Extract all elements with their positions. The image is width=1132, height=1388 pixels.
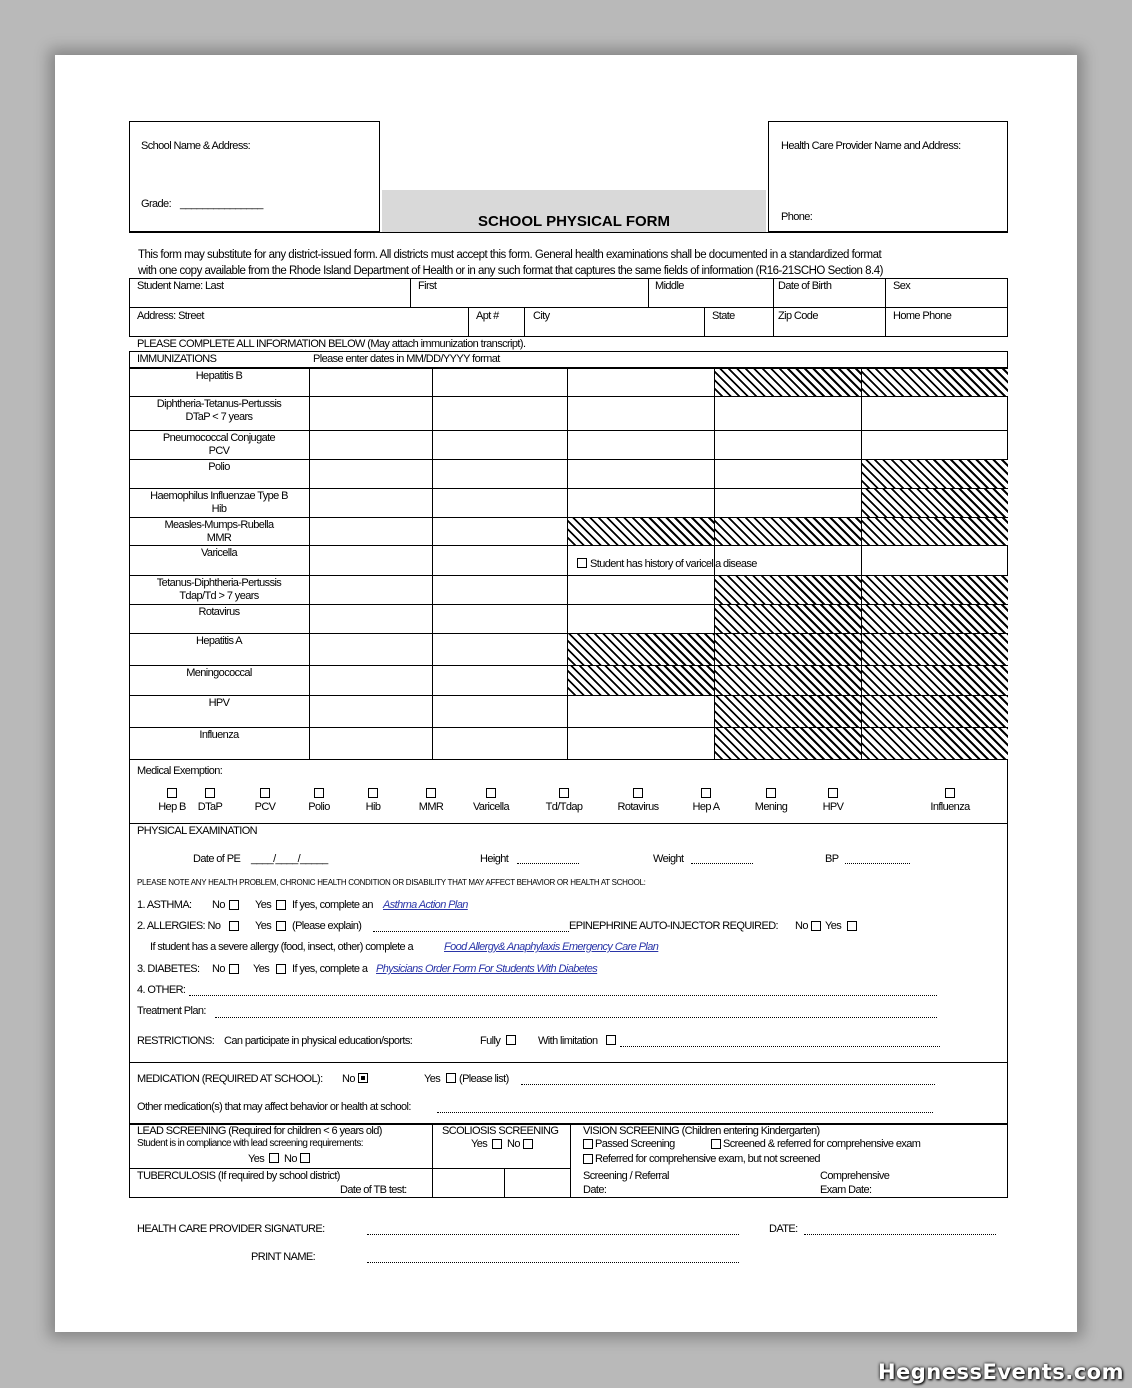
exemption-label-item: PCV <box>254 801 276 813</box>
col-divider <box>773 278 774 337</box>
vaccine-name: Polio <box>208 461 230 473</box>
grid-row-line <box>129 727 1008 728</box>
exemption-label-item: Polio <box>308 801 330 813</box>
grid-row-line <box>129 488 1008 489</box>
exemption-label: Medical Exemption: <box>137 765 223 777</box>
date-cell[interactable] <box>862 489 1008 517</box>
date-cell[interactable] <box>310 666 432 695</box>
intro-line-2: with one copy available from the Rhode Island Department of Health or in any such format that captures the same fields of information (R16-21SCHO Section 8.4) <box>138 265 883 277</box>
bp-label: BP <box>825 853 839 865</box>
exemption-checkbox-varicella[interactable] <box>486 788 496 798</box>
student-dob: Date of Birth <box>778 280 832 292</box>
tb-date-label: Date of TB test: <box>340 1184 407 1196</box>
school-label: School Name & Address: <box>141 140 251 152</box>
intro-line-1: This form may substitute for any district-issued form. All districts must accept this form. General health examinations shall be documented in a standardized format <box>138 249 882 261</box>
student-middle: Middle <box>655 280 684 292</box>
date-cell[interactable] <box>310 489 432 517</box>
provider-label: Health Care Provider Name and Address: <box>781 140 961 152</box>
referred-not-screened-checkbox[interactable] <box>583 1154 593 1164</box>
medication-yes-checkbox[interactable] <box>446 1073 456 1083</box>
allergies-no-checkbox[interactable] <box>229 921 239 931</box>
address-zip: Zip Code <box>778 310 818 322</box>
exemption-checkbox-td-tdap[interactable] <box>559 788 569 798</box>
grade-blank: _______________ <box>180 198 263 210</box>
asthma-label: 1. ASTHMA: <box>137 899 192 911</box>
food-allergy-plan-link[interactable]: Food Allergy& Anaphylaxis Emergency Care Plan <box>444 941 659 953</box>
health-note: PLEASE NOTE ANY HEALTH PROBLEM, CHRONIC HEALTH CONDITION OR DISABILITY THAT MAY AFFECT BEHAVIOR OR HEALTH AT SCHOOL: <box>137 878 646 887</box>
grid-row-line <box>129 368 1008 369</box>
phone-label: Phone: <box>781 211 813 223</box>
exemption-label-item: Influenza <box>930 801 970 813</box>
lead-yes-checkbox[interactable] <box>269 1153 279 1163</box>
vaccine-subname: MMR <box>206 532 232 544</box>
screened-referred-checkbox[interactable] <box>711 1139 721 1149</box>
vaccine-name: Varicella <box>201 547 237 559</box>
date-cell[interactable] <box>862 431 1008 459</box>
vision-title: VISION SCREENING (Children entering Kindergarten) <box>583 1125 820 1137</box>
vaccine-name: HPV <box>208 697 230 709</box>
date-cell[interactable] <box>433 605 567 633</box>
date-cell[interactable] <box>715 431 861 459</box>
diabetes-yes-label: Yes <box>253 963 270 975</box>
grade-label: Grade: <box>141 198 172 210</box>
print-name-label: PRINT NAME: <box>251 1251 316 1263</box>
diabetes-label: 3. DIABETES: <box>137 963 200 975</box>
exemption-checkbox-hib[interactable] <box>368 788 378 798</box>
date-cell[interactable] <box>310 518 432 545</box>
hatched-cell <box>862 666 1008 695</box>
hatched-cell <box>715 666 861 695</box>
date-cell[interactable] <box>310 728 432 759</box>
grid-row-line <box>129 633 1008 634</box>
school-box <box>129 121 380 232</box>
form-title: SCHOOL PHYSICAL FORM <box>478 213 670 230</box>
fully-label: Fully <box>480 1035 501 1047</box>
allergies-explain-field[interactable] <box>373 931 569 932</box>
date-cell[interactable] <box>568 666 714 695</box>
date-format-note: Please enter dates in MM/DD/YYYY format <box>313 353 500 365</box>
screened-referred-label: Screened & referred for comprehensive exam <box>723 1138 921 1150</box>
scoliosis-no-label: No <box>507 1138 520 1150</box>
medication-no-label: No <box>342 1073 355 1085</box>
date-cell[interactable] <box>433 728 567 759</box>
tb-title: TUBERCULOSIS (If required by school district) <box>137 1170 340 1182</box>
col-divider <box>432 1123 433 1198</box>
weight-field[interactable] <box>691 863 753 864</box>
col-divider <box>524 307 525 337</box>
hatched-cell <box>862 518 1008 545</box>
address-city: City <box>533 310 550 322</box>
epinephrine-no-checkbox[interactable] <box>811 921 821 931</box>
col-divider <box>504 1168 505 1198</box>
date-cell[interactable] <box>715 460 861 488</box>
grid-col-line <box>432 368 433 759</box>
pe-date-blank: ____/____/_____ <box>251 853 328 865</box>
student-name-last: Student Name: Last <box>137 280 224 292</box>
date-cell[interactable] <box>433 431 567 459</box>
date-cell[interactable] <box>862 546 1008 575</box>
lead-yes-label: Yes <box>248 1153 265 1165</box>
date-cell[interactable] <box>433 634 567 665</box>
date-cell[interactable] <box>568 696 714 727</box>
exemption-label-item: Mening <box>754 801 788 813</box>
row-divider <box>129 307 1008 308</box>
asthma-yes-label: Yes <box>255 899 272 911</box>
exemption-checkbox-influenza[interactable] <box>945 788 955 798</box>
hatched-cell <box>862 576 1008 604</box>
vaccine-name: Hepatitis A <box>196 635 242 647</box>
vaccine-name: Haemophilus Influenzae Type B <box>150 490 288 502</box>
exemption-checkbox-pcv[interactable] <box>260 788 270 798</box>
other-label: 4. OTHER: <box>137 984 186 996</box>
grid-row-line <box>129 396 1008 397</box>
col-divider <box>468 307 469 337</box>
immunizations-header: IMMUNIZATIONS <box>137 353 217 365</box>
diabetes-text: If yes, complete a <box>292 963 368 975</box>
epinephrine-yes-checkbox[interactable] <box>847 921 857 931</box>
grid-row-line <box>129 517 1008 518</box>
date-cell[interactable] <box>568 576 714 604</box>
date-cell[interactable] <box>568 489 714 517</box>
date-field[interactable] <box>804 1234 996 1235</box>
date-cell[interactable] <box>862 397 1008 430</box>
grid-row-line <box>129 695 1008 696</box>
date-cell[interactable] <box>862 460 1008 488</box>
bp-field[interactable] <box>845 863 910 864</box>
with-limitation-label: With limitation <box>538 1035 598 1047</box>
date-cell[interactable] <box>568 397 714 430</box>
grid-col-line <box>567 368 568 759</box>
grid-col-line <box>309 368 310 759</box>
diabetes-yes-checkbox[interactable] <box>276 964 286 974</box>
asthma-no-checkbox[interactable] <box>229 900 239 910</box>
exemption-rule <box>129 823 1008 824</box>
date-cell[interactable] <box>568 728 714 759</box>
hatched-cell <box>862 728 1008 759</box>
hatched-cell <box>862 634 1008 665</box>
treatment-label: Treatment Plan: <box>137 1005 206 1017</box>
diabetes-no-label: No <box>212 963 225 975</box>
exemption-label-item: MMR <box>418 801 444 813</box>
medication-yes-label: Yes <box>424 1073 441 1085</box>
comprehensive-label: Comprehensive <box>820 1170 890 1182</box>
exemption-label-item: Varicella <box>473 801 509 813</box>
restrictions-text: Can participate in physical education/sports: <box>224 1035 413 1047</box>
pe-date-label: Date of PE <box>193 853 241 865</box>
date-cell[interactable] <box>310 431 432 459</box>
grid-row-line <box>129 430 1008 431</box>
vaccine-name: Influenza <box>199 729 239 741</box>
exemption-checkbox-rotavirus[interactable] <box>633 788 643 798</box>
date-cell[interactable] <box>715 489 861 517</box>
col-divider <box>704 307 705 337</box>
varicella-history-label: Student has history of varicella disease <box>590 558 757 570</box>
date-cell[interactable] <box>433 460 567 488</box>
hatched-cell <box>862 696 1008 727</box>
date-cell[interactable] <box>715 397 861 430</box>
exemption-label-item: Hep A <box>692 801 720 813</box>
date-cell[interactable] <box>568 431 714 459</box>
scoliosis-title: SCOLIOSIS SCREENING <box>442 1125 559 1137</box>
hatched-cell <box>862 605 1008 633</box>
please-complete: PLEASE COMPLETE ALL INFORMATION BELOW (May attach immunization transcript). <box>137 338 526 350</box>
date-cell[interactable] <box>433 576 567 604</box>
vaccine-subname: Tdap/Td > 7 years <box>179 590 259 602</box>
exemption-checkbox-dtap[interactable] <box>205 788 215 798</box>
other-medication-field[interactable] <box>437 1112 933 1113</box>
home-phone: Home Phone <box>893 310 952 322</box>
date-cell[interactable] <box>310 605 432 633</box>
lead-no-label: No <box>284 1153 297 1165</box>
date-cell[interactable] <box>310 576 432 604</box>
student-first: First <box>418 280 437 292</box>
exemption-label-item: Hep B <box>158 801 186 813</box>
header-rule <box>129 232 1008 233</box>
date-cell[interactable] <box>310 369 432 396</box>
vaccine-name: Tetanus-Diphtheria-Pertussis <box>156 577 282 589</box>
limitation-field[interactable] <box>620 1046 940 1047</box>
fully-checkbox[interactable] <box>506 1035 516 1045</box>
epinephrine-label: EPINEPHRINE AUTO-INJECTOR REQUIRED: <box>569 920 779 932</box>
grid-col-line <box>861 368 862 759</box>
hatched-cell <box>715 518 861 545</box>
hatched-cell <box>862 369 1008 396</box>
medication-top-rule <box>129 1062 1008 1063</box>
date-cell[interactable] <box>715 696 861 727</box>
date-cell[interactable] <box>715 576 861 604</box>
weight-label: Weight <box>653 853 684 865</box>
date-cell[interactable] <box>310 634 432 665</box>
grid-row-line <box>129 665 1008 666</box>
medication-list-field[interactable] <box>521 1084 935 1085</box>
grid-row-line <box>129 545 1008 546</box>
col-divider <box>570 1123 571 1198</box>
vaccine-subname: Hib <box>211 503 227 515</box>
asthma-action-plan-link[interactable]: Asthma Action Plan <box>383 899 468 911</box>
varicella-history-checkbox[interactable] <box>577 558 587 568</box>
pe-header: PHYSICAL EXAMINATION <box>137 825 258 837</box>
passed-screening-label: Passed Screening <box>595 1138 675 1150</box>
date-cell[interactable] <box>433 489 567 517</box>
epinephrine-no-label: No <box>795 920 808 932</box>
asthma-yes-checkbox[interactable] <box>276 900 286 910</box>
date-cell[interactable] <box>433 369 567 396</box>
date-cell[interactable] <box>568 460 714 488</box>
date-cell[interactable] <box>568 634 714 665</box>
exemption-checkbox-mening[interactable] <box>766 788 776 798</box>
allergies-yes-label: Yes <box>255 920 272 932</box>
date-cell[interactable] <box>433 696 567 727</box>
date-cell[interactable] <box>715 369 861 396</box>
allergies-yes-checkbox[interactable] <box>276 921 286 931</box>
date-cell[interactable] <box>715 605 861 633</box>
watermark: HegnessEvents.com <box>877 1360 1124 1384</box>
exemption-label-item: Td/Tdap <box>545 801 583 813</box>
vaccine-name: Measles-Mumps-Rubella <box>164 519 274 531</box>
date-cell[interactable] <box>568 605 714 633</box>
vaccine-name: Diphtheria-Tetanus-Pertussis <box>156 398 282 410</box>
date-cell[interactable] <box>433 518 567 545</box>
date-cell[interactable] <box>568 518 714 545</box>
scoliosis-yes-label: Yes <box>471 1138 488 1150</box>
asthma-text: If yes, complete an <box>292 899 373 911</box>
vaccine-subname: PCV <box>208 445 230 457</box>
asthma-no-label: No <box>212 899 225 911</box>
address-apt: Apt # <box>476 310 499 322</box>
lead-no-checkbox[interactable] <box>300 1153 310 1163</box>
exemption-checkbox-hpv[interactable] <box>828 788 838 798</box>
address-state: State <box>712 310 735 322</box>
date-cell[interactable] <box>433 666 567 695</box>
other-field[interactable] <box>189 995 937 996</box>
screening-referral-label: Screening / Referral <box>583 1170 669 1182</box>
height-label: Height <box>480 853 509 865</box>
severe-allergy-text: If student has a severe allergy (food, insect, other) complete a <box>150 941 414 953</box>
exemption-checkbox-mmr[interactable] <box>426 788 436 798</box>
treatment-field[interactable] <box>215 1017 937 1018</box>
grid-row-line <box>129 459 1008 460</box>
grid-row-line <box>129 604 1008 605</box>
date-cell[interactable] <box>310 397 432 430</box>
vaccine-name: Hepatitis B <box>195 370 243 382</box>
height-field[interactable] <box>517 863 579 864</box>
medication-no-check-mark <box>361 1076 365 1080</box>
address-street: Address: Street <box>137 310 204 322</box>
col-divider <box>885 278 886 337</box>
date-cell[interactable] <box>310 460 432 488</box>
grid-row-line <box>129 759 1008 760</box>
exemption-checkbox-hep-a[interactable] <box>701 788 711 798</box>
exemption-label-item: DTaP <box>197 801 223 813</box>
col-divider <box>648 278 649 307</box>
referred-not-screened-label: Referred for comprehensive exam, but not screened <box>595 1153 820 1165</box>
date-cell[interactable] <box>433 397 567 430</box>
date-cell[interactable] <box>433 546 567 575</box>
print-name-field[interactable] <box>367 1262 739 1263</box>
form-page <box>55 55 1077 1332</box>
scoliosis-no-checkbox[interactable] <box>523 1139 533 1149</box>
lead-text: Student is in compliance with lead screening requirements: <box>137 1138 363 1149</box>
date-cell[interactable] <box>568 369 714 396</box>
exam-date-label: Exam Date: <box>820 1184 872 1196</box>
exemption-checkbox-hep-b[interactable] <box>167 788 177 798</box>
passed-screening-checkbox[interactable] <box>583 1139 593 1149</box>
vaccine-name: Pneumococcal Conjugate <box>162 432 276 444</box>
epinephrine-yes-label: Yes <box>825 920 842 932</box>
diabetes-order-form-link[interactable]: Physicians Order Form For Students With Diabetes <box>376 963 598 975</box>
signature-field[interactable] <box>367 1234 739 1235</box>
col-divider <box>410 278 411 307</box>
please-explain: (Please explain) <box>292 920 362 932</box>
student-sex: Sex <box>893 280 911 292</box>
please-list: (Please list) <box>459 1073 509 1085</box>
date-cell[interactable] <box>715 728 861 759</box>
exemption-label-item: Rotavirus <box>617 801 659 813</box>
date-cell[interactable] <box>310 696 432 727</box>
with-limitation-checkbox[interactable] <box>606 1035 616 1045</box>
date-label: DATE: <box>769 1223 798 1235</box>
signature-label: HEALTH CARE PROVIDER SIGNATURE: <box>137 1223 325 1235</box>
exemption-label-item: Hib <box>365 801 381 813</box>
allergies-label: 2. ALLERGIES: No <box>137 920 221 932</box>
lead-title: LEAD SCREENING (Required for children < 6 years old) <box>137 1125 382 1137</box>
vaccine-name: Meningococcal <box>186 667 252 679</box>
date-cell[interactable] <box>310 546 432 575</box>
hatched-cell <box>715 634 861 665</box>
exemption-label-item: HPV <box>822 801 844 813</box>
restrictions-label: RESTRICTIONS: <box>137 1035 215 1047</box>
vaccine-name: Rotavirus <box>198 606 240 618</box>
grid-row-line <box>129 575 1008 576</box>
medication-label: MEDICATION (REQUIRED AT SCHOOL): <box>137 1073 323 1085</box>
scoliosis-yes-checkbox[interactable] <box>492 1139 502 1149</box>
vaccine-subname: DTaP < 7 years <box>185 411 253 423</box>
exemption-checkbox-polio[interactable] <box>314 788 324 798</box>
screening-date-label: Date: <box>583 1184 607 1196</box>
other-medication-label: Other medication(s) that may affect behavior or health at school: <box>137 1101 411 1113</box>
diabetes-no-checkbox[interactable] <box>229 964 239 974</box>
